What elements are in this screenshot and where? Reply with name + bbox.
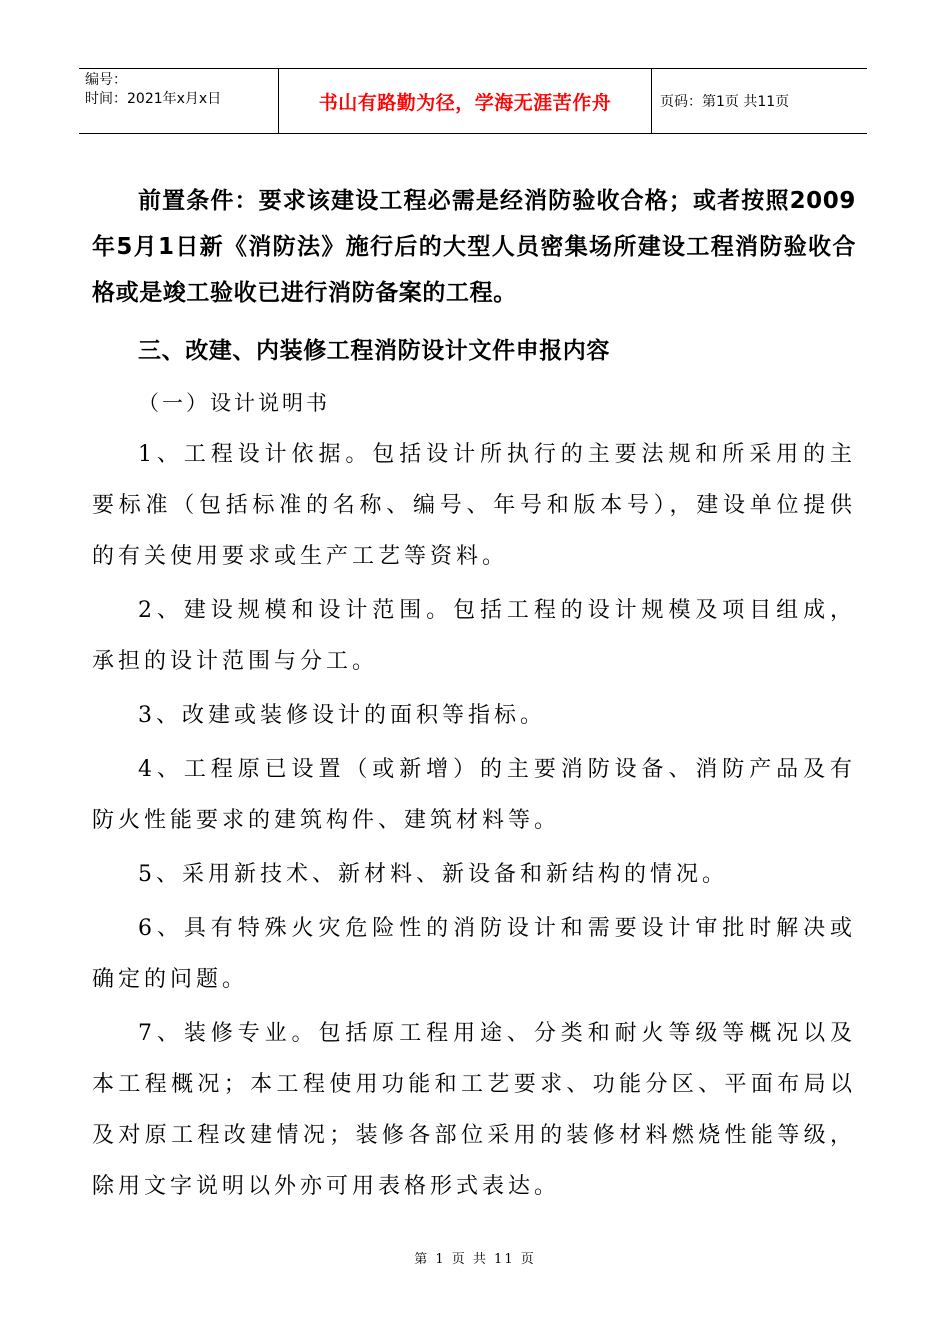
list-item-3: 3、改建或装修设计的面积等指标。 [138, 703, 546, 728]
list-item-1: 1、工程设计依据。包括设计所执行的主要法规和所采用的主要标准（包括标准的名称、编号、年号和版本号），建设单位提供的有关使用要求或生产工艺等资料。 [92, 442, 856, 569]
list-item-7: 7、装修专业。包括原工程用途、分类和耐火等级等概况以及本工程概况；本工程使用功能和工艺要求、功能分区、平面布局以及对原工程改建情况；装修各部位采用的装修材料燃烧性能等级，除用文字说明以外亦可用表格形式表达。 [92, 1021, 856, 1199]
number-label: 编号： [85, 72, 127, 88]
header-table [79, 68, 867, 134]
time-label: 时间：2021年x月x日 [85, 91, 222, 107]
header-meta-cell [79, 69, 279, 133]
subsection-title: （一）设计说明书 [138, 391, 330, 415]
list-item-5: 5、采用新技术、新材料、新设备和新结构的情况。 [138, 862, 728, 887]
page-footer: 第 1 页 共 11 页 [414, 1252, 536, 1267]
header-page-info: 页码：第1页 共11页 [660, 94, 790, 110]
list-item-6: 6、具有特殊火灾危险性的消防设计和需要设计审批时解决或确定的问题。 [92, 916, 856, 992]
list-item-2: 2、建设规模和设计范围。包括工程的设计规模及项目组成，承担的设计范围与分工。 [92, 598, 856, 674]
header-motto: 书山有路勤为径，学海无涯苦作舟 [279, 69, 652, 133]
list-item-4: 4、工程原已设置（或新增）的主要消防设备、消防产品及有防火性能要求的建筑构件、建筑材料等。 [92, 757, 856, 833]
document-body [92, 178, 856, 1212]
section-title: 三、改建、内装修工程消防设计文件申报内容 [138, 338, 610, 364]
precondition-paragraph: 前置条件：要求该建设工程必需是经消防验收合格；或者按照2009年5月1日新《消防法》施行后的大型人员密集场所建设工程消防验收合格或是竣工验收已进行消防备案的工程。 [92, 188, 856, 306]
